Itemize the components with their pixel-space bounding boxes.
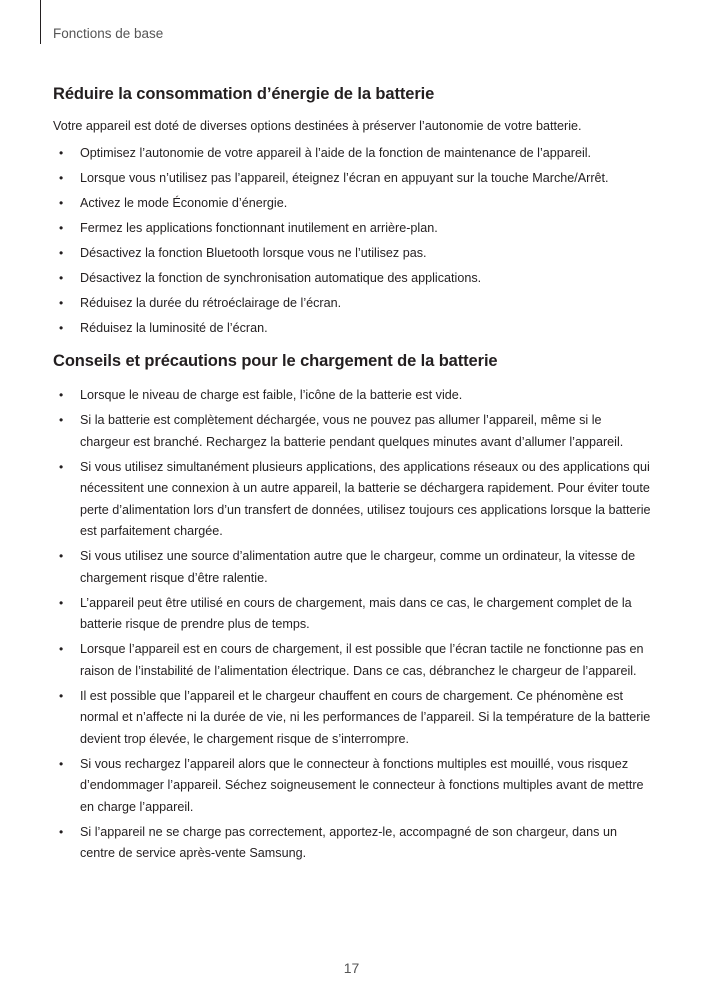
section-battery-saving xyxy=(53,85,653,343)
list-item xyxy=(53,457,653,543)
bullet-list xyxy=(53,385,653,865)
list-item-text: Réduisez la luminosité de l’écran. xyxy=(80,321,268,335)
list-item-text: Fermez les applications fonctionnant inutilement en arrière-plan. xyxy=(80,221,438,235)
bullet-icon: • xyxy=(59,321,64,335)
list-item-text: Si vous rechargez l’appareil alors que le connecteur à fonctions multiples est mouillé, vous risquez d’endommager l’appareil. Séchez soigneusement le connecteur à fonctions multiples avant de mettre en charge l’appareil. xyxy=(80,756,644,814)
chapter-label: Fonctions de base xyxy=(53,26,164,41)
list-item xyxy=(53,385,653,407)
bullet-icon: • xyxy=(59,549,64,563)
list-item-text: Si l’appareil ne se charge pas correctement, apportez-le, accompagné de son chargeur, dans un centre de service après-vente Samsung. xyxy=(80,824,617,860)
bullet-icon: • xyxy=(59,296,64,310)
list-item-text: Activez le mode Économie d’énergie. xyxy=(80,196,288,210)
list-item xyxy=(53,546,653,589)
bullet-icon: • xyxy=(59,221,64,235)
bullet-icon: • xyxy=(59,271,64,285)
list-item-text: Désactivez la fonction de synchronisation automatique des applications. xyxy=(80,271,482,285)
bullet-icon: • xyxy=(59,642,64,656)
list-item xyxy=(53,218,653,240)
list-item-text: Réduisez la durée du rétroéclairage de l’écran. xyxy=(80,296,342,310)
bullet-icon: • xyxy=(59,196,64,210)
section-intro: Votre appareil est doté de diverses options destinées à préserver l’autonomie de votre batterie. xyxy=(53,119,582,133)
bullet-icon: • xyxy=(59,171,64,185)
list-item xyxy=(53,168,653,190)
list-item xyxy=(53,193,653,215)
bullet-icon: • xyxy=(59,459,64,474)
list-item xyxy=(53,243,653,265)
bullet-icon: • xyxy=(59,146,64,160)
bullet-list xyxy=(53,143,653,340)
list-item xyxy=(53,754,653,819)
list-item xyxy=(53,686,653,751)
list-item xyxy=(53,318,653,340)
list-item-text: Lorsque l’appareil est en cours de chargement, il est possible que l’écran tactile ne fonctionne pas en raison de l’instabilité de l’alimentation électrique. Dans ce cas, débranchez le chargeur de l’appareil. xyxy=(80,642,644,678)
list-item xyxy=(53,639,653,682)
list-item-text: Si vous utilisez une source d’alimentation autre que le chargeur, comme un ordinateur, la vitesse de chargement risque d’être ralentie. xyxy=(80,549,636,585)
bullet-icon: • xyxy=(59,413,64,427)
list-item xyxy=(53,593,653,636)
list-item-text: Lorsque vous n’utilisez pas l’appareil, éteignez l’écran en appuyant sur la touche Marche/Arrêt. xyxy=(80,171,609,185)
header-divider xyxy=(40,0,41,44)
section-title: Réduire la consommation d’énergie de la batterie xyxy=(53,85,435,103)
list-item-text: Il est possible que l’appareil et le chargeur chauffent en cours de chargement. Ce phénomène est normal et n’affecte ni la durée de vie, ni les performances de l’appareil. Si la température de la batterie devient trop élevée, le chargement risque de s’interrompre. xyxy=(80,688,651,746)
list-item xyxy=(53,268,653,290)
list-item xyxy=(53,410,653,453)
bullet-icon: • xyxy=(59,595,64,610)
list-item-text: Lorsque le niveau de charge est faible, l’icône de la batterie est vide. xyxy=(80,388,463,402)
list-item xyxy=(53,143,653,165)
page-number: 17 xyxy=(343,960,360,976)
bullet-icon: • xyxy=(59,388,64,402)
section-title: Conseils et précautions pour le chargement de la batterie xyxy=(53,352,498,370)
list-item-text: Désactivez la fonction Bluetooth lorsque vous ne l’utilisez pas. xyxy=(80,246,427,260)
list-item-text: Optimisez l’autonomie de votre appareil à l’aide de la fonction de maintenance de l’appareil. xyxy=(80,146,592,160)
bullet-icon: • xyxy=(59,756,64,771)
bullet-icon: • xyxy=(59,824,64,839)
section-charging-tips xyxy=(53,352,653,868)
list-item-text: L’appareil peut être utilisé en cours de chargement, mais dans ce cas, le chargement complet de la batterie risque de prendre plus de temps. xyxy=(80,595,632,631)
list-item xyxy=(53,822,653,865)
list-item-text: Si vous utilisez simultanément plusieurs applications, des applications réseaux ou des applications qui nécessitent une connexion à un autre appareil, la batterie se déchargera rapidement. Pour éviter toute perte d’alimentation lors d’un transfert de données, utilisez toujours ces applications lorsque la batterie est parfaitement chargée. xyxy=(80,459,651,538)
bullet-icon: • xyxy=(59,688,64,703)
list-item-text: Si la batterie est complètement déchargée, vous ne pouvez pas allumer l’appareil, même si le chargeur est branché. Rechargez la batterie pendant quelques minutes avant d’allumer l’appareil. xyxy=(80,413,624,449)
list-item xyxy=(53,293,653,315)
bullet-icon: • xyxy=(59,246,64,260)
